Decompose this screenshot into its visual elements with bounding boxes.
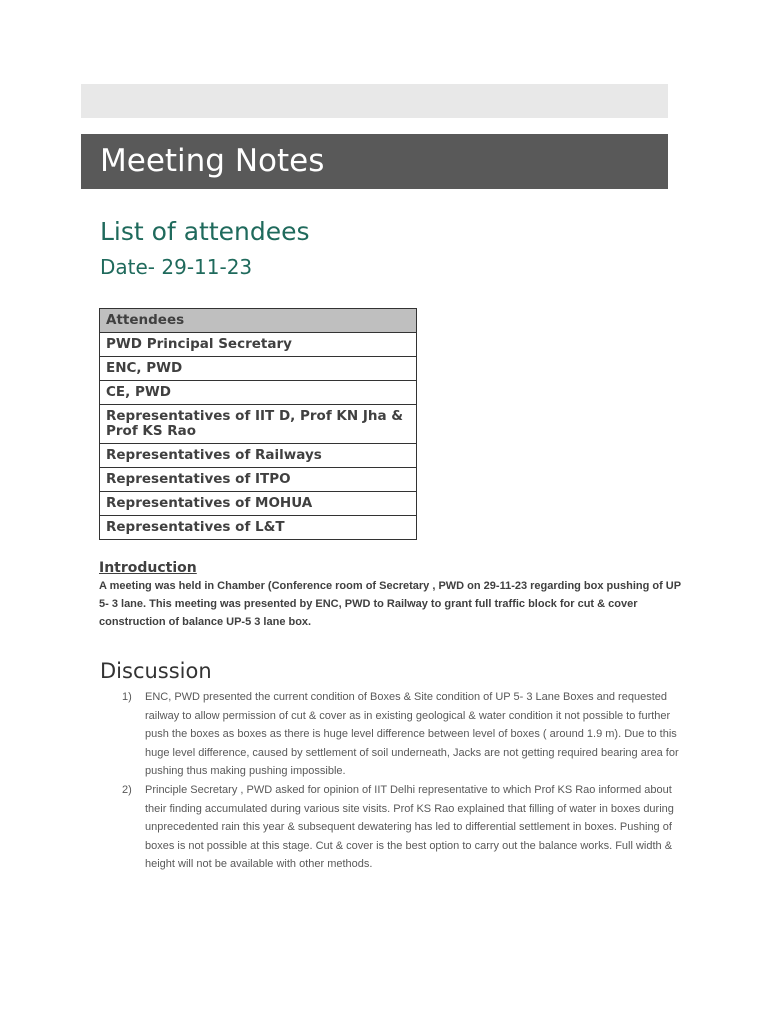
- table-header-row: [100, 309, 417, 333]
- introduction-paragraph: A meeting was held in Chamber (Conference room of Secretary , PWD on 29-11-23 regarding box pushing of UP 5- 3 lane. This meeting was presented by ENC, PWD to Railway to grant full traffic block for cut & cover construction of balance UP-5 3 lane box.: [99, 580, 681, 629]
- page-title: Meeting Notes: [100, 143, 325, 179]
- table-row: [100, 381, 417, 405]
- attendees-column-header: Attendees: [100, 309, 417, 333]
- introduction-section: [99, 559, 689, 632]
- introduction-heading: Introduction: [99, 560, 197, 576]
- attendees-heading: List of attendees: [100, 217, 310, 246]
- attendee-cell: Representatives of ITPO: [100, 468, 417, 492]
- attendee-cell: CE, PWD: [100, 381, 417, 405]
- meeting-date: Date- 29-11-23: [100, 255, 253, 279]
- table-row: [100, 492, 417, 516]
- table-row: [100, 357, 417, 381]
- list-item: [122, 688, 688, 781]
- attendee-cell: Representatives of MOHUA: [100, 492, 417, 516]
- discussion-heading: Discussion: [100, 659, 212, 683]
- table-row: [100, 333, 417, 357]
- table-row: [100, 468, 417, 492]
- table-row: [100, 405, 417, 444]
- attendee-cell: PWD Principal Secretary: [100, 333, 417, 357]
- list-item: [122, 781, 688, 874]
- title-banner: [81, 134, 668, 189]
- header-bar: [81, 84, 668, 118]
- attendees-table: [99, 308, 417, 540]
- discussion-list: [122, 688, 688, 874]
- attendee-cell: Representatives of IIT D, Prof KN Jha & Prof KS Rao: [100, 405, 417, 444]
- attendee-cell: Representatives of L&T: [100, 516, 417, 540]
- table-row: [100, 516, 417, 540]
- attendee-cell: ENC, PWD: [100, 357, 417, 381]
- list-item-number: 2): [122, 783, 132, 796]
- table-row: [100, 444, 417, 468]
- list-item-number: 1): [122, 691, 132, 703]
- attendee-cell: Representatives of Railways: [100, 444, 417, 468]
- list-item-text: Principle Secretary , PWD asked for opinion of IIT Delhi representative to which Prof KS Rao informed about their finding accumulated during various site visits. Prof KS Rao explained that filling of water in boxes during unprecedented rain this year & subsequent dewatering has led to differential settlement in boxes. Pushing of boxes is not possible at this stage. Cut & cover is the best option to carry out the balance works. Full width & height will not be available with other methods.: [145, 783, 674, 871]
- list-item-text: ENC, PWD presented the current condition of Boxes & Site condition of UP 5- 3 Lane Boxes and requested railway to allow permission of cut & cover as in existing geological & water condition it not possible to further push the boxes as boxes as there is huge level difference between level of boxes ( around 1.9 m). Due to this huge level difference, caused by settlement of soil underneath, Jacks are not getting required bearing area for pushing thus making pushing impossible.: [145, 691, 679, 778]
